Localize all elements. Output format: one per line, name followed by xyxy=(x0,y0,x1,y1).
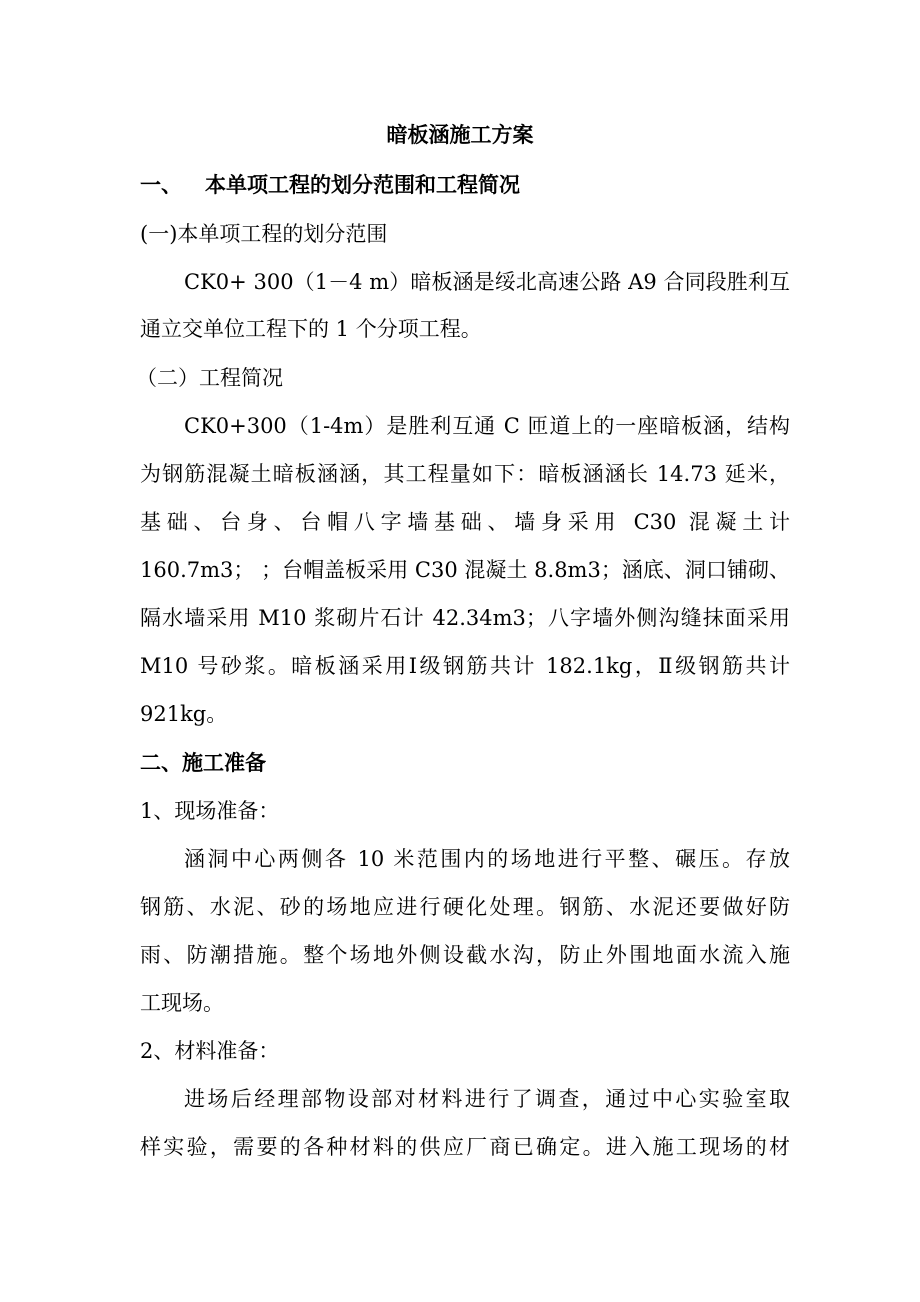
section2-sub1-heading: 1、现场准备： xyxy=(140,799,280,823)
paragraph-line: 基础、台身、台帽八字墙基础、墙身采用 C30 混凝土计 xyxy=(140,510,790,534)
section2-heading: 二、施工准备 xyxy=(140,750,266,775)
paragraph-line: 隔水墙采用 M10 浆砌片石计 42.34m3；八字墙外侧沟缝抹面采用 xyxy=(140,606,790,630)
section1-sub2-heading: （二）工程简况 xyxy=(136,366,283,390)
paragraph-line: CK0+ 300（1－4 m）暗板涵是绥北高速公路 A9 合同段胜利互 xyxy=(184,270,790,294)
paragraph-line: 涵洞中心两侧各 10 米范围内的场地进行平整、碾压。存放 xyxy=(184,847,790,871)
document-title: 暗板涵施工方案 xyxy=(386,122,534,147)
paragraph-line: M10 号砂浆。暗板涵采用Ⅰ级钢筋共计 182.1kg，Ⅱ级钢筋共计 xyxy=(140,654,790,678)
paragraph-line: 921kg。 xyxy=(140,702,228,726)
section1-number: 一、 xyxy=(140,172,182,197)
paragraph-line: 样实验，需要的各种材料的供应厂商已确定。进入施工现场的材 xyxy=(140,1135,790,1159)
section2-sub2-heading: 2、材料准备： xyxy=(140,1039,280,1063)
section1-title: 本单项工程的划分范围和工程简况 xyxy=(205,172,520,197)
paragraph-line: 160.7m3； ；台帽盖板采用 C30 混凝土 8.8m3；涵底、洞口铺砌、 xyxy=(140,558,790,582)
paragraph-line: 进场后经理部物设部对材料进行了调查，通过中心实验室取 xyxy=(184,1087,790,1111)
paragraph-line: 雨、防潮措施。整个场地外侧设截水沟，防止外围地面水流入施 xyxy=(140,943,790,967)
section1-sub1-heading: (一)本单项工程的划分范围 xyxy=(140,222,388,246)
paragraph-line: 通立交单位工程下的 1 个分项工程。 xyxy=(140,317,482,341)
paragraph-line: 工现场。 xyxy=(140,991,224,1015)
paragraph-line: CK0+300（1-4m）是胜利互通 C 匝道上的一座暗板涵，结构 xyxy=(184,414,790,438)
paragraph-line: 为钢筋混凝土暗板涵涵，其工程量如下：暗板涵涵长 14.73 延米， xyxy=(140,462,790,486)
paragraph-line: 钢筋、水泥、砂的场地应进行硬化处理。钢筋、水泥还要做好防 xyxy=(140,895,790,919)
